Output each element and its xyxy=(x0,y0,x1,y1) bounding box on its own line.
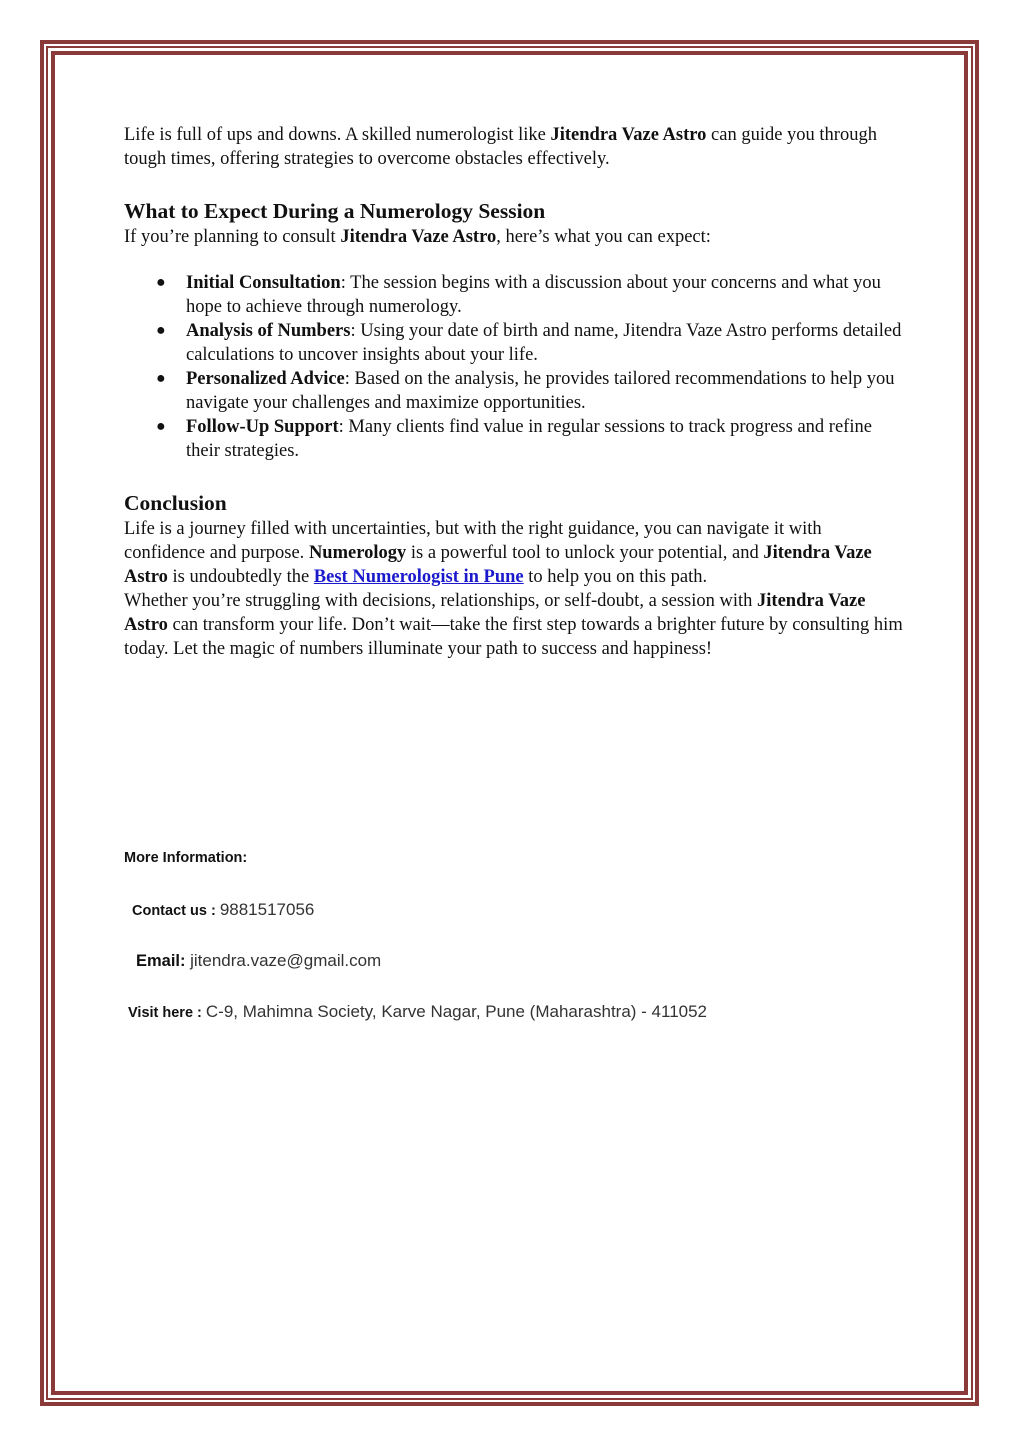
list-item-text: : Many clients find value in regular sessions to track progress and refine their strategies. xyxy=(186,417,872,461)
conclusion-bold-name: Jitendra Vaze Astro xyxy=(124,591,866,635)
conclusion-text: Life is a journey filled with uncertainties, but with the right guidance, you can navigate it with confidence and purpose. xyxy=(124,519,822,563)
list-item-term: Analysis of Numbers xyxy=(186,321,351,341)
list-item xyxy=(124,271,904,319)
email-address: jitendra.vaze@gmail.com xyxy=(190,951,382,970)
conclusion-text: to help you on this path. xyxy=(523,567,708,587)
expect-list xyxy=(124,271,904,463)
visit-label: Visit here : xyxy=(128,1005,206,1021)
section-heading-conclusion: Conclusion xyxy=(124,491,227,515)
bullet-icon: ● xyxy=(156,274,166,291)
list-item-term: Initial Consultation xyxy=(186,273,341,293)
email-label: Email: xyxy=(136,952,191,970)
list-item-text: : Using your date of birth and name, Jitendra Vaze Astro performs detailed calculations to uncover insights about your life. xyxy=(186,321,902,365)
conclusion-text: is undoubtedly the xyxy=(167,567,314,587)
list-item-term: Personalized Advice xyxy=(186,369,345,389)
conclusion-bold-numerology: Numerology xyxy=(308,543,407,563)
list-item xyxy=(124,367,904,415)
more-info-title: More Information: xyxy=(124,850,248,866)
best-numerologist-link[interactable]: Best Numerologist in Pune xyxy=(313,567,524,587)
expect-intro-end: , here’s what you can expect: xyxy=(496,227,711,247)
list-item xyxy=(124,415,904,463)
list-item xyxy=(124,319,904,367)
visit-line xyxy=(128,1002,707,1022)
contact-phone: 9881517056 xyxy=(219,900,315,919)
conclusion-bold-name: Jitendra Vaze Astro xyxy=(124,543,872,587)
conclusion-paragraph-2 xyxy=(124,589,904,661)
list-item-text: : Based on the analysis, he provides tailored recommendations to help you navigate your challenges and maximize opportunities. xyxy=(186,369,895,413)
contact-line xyxy=(132,900,314,920)
conclusion-text: is a powerful tool to unlock your potential, and xyxy=(406,543,764,563)
intro-text: Life is full of ups and downs. A skilled numerologist like xyxy=(124,125,551,145)
contact-label: Contact us : xyxy=(132,903,220,919)
bullet-icon: ● xyxy=(156,370,166,387)
bullet-icon: ● xyxy=(156,418,166,435)
expect-intro-bold: Jitendra Vaze Astro xyxy=(340,227,497,247)
expect-intro-text: If you’re planning to consult xyxy=(124,227,341,247)
intro-bold-name: Jitendra Vaze Astro xyxy=(550,125,707,145)
list-item-term: Follow-Up Support xyxy=(186,417,339,437)
email-line xyxy=(136,951,381,971)
section-heading-expect: What to Expect During a Numerology Session xyxy=(124,199,546,223)
intro-paragraph xyxy=(124,123,904,171)
bullet-icon: ● xyxy=(156,322,166,339)
conclusion-paragraph-1 xyxy=(124,517,904,589)
expect-intro xyxy=(124,225,904,249)
visit-address: C-9, Mahimna Society, Karve Nagar, Pune (Maharashtra) - 411052 xyxy=(205,1002,708,1021)
list-item-text: : The session begins with a discussion about your concerns and what you hope to achieve through numerology. xyxy=(186,273,881,317)
document-body xyxy=(124,123,904,661)
conclusion-text: Whether you’re struggling with decisions, relationships, or self-doubt, a session with xyxy=(124,591,758,611)
intro-text-end: can guide you through tough times, offering strategies to overcome obstacles effectively. xyxy=(124,125,877,169)
conclusion-text: can transform your life. Don’t wait—take the first step towards a brighter future by consulting him today. Let the magic of numbers illuminate your path to success and happiness! xyxy=(124,615,903,659)
